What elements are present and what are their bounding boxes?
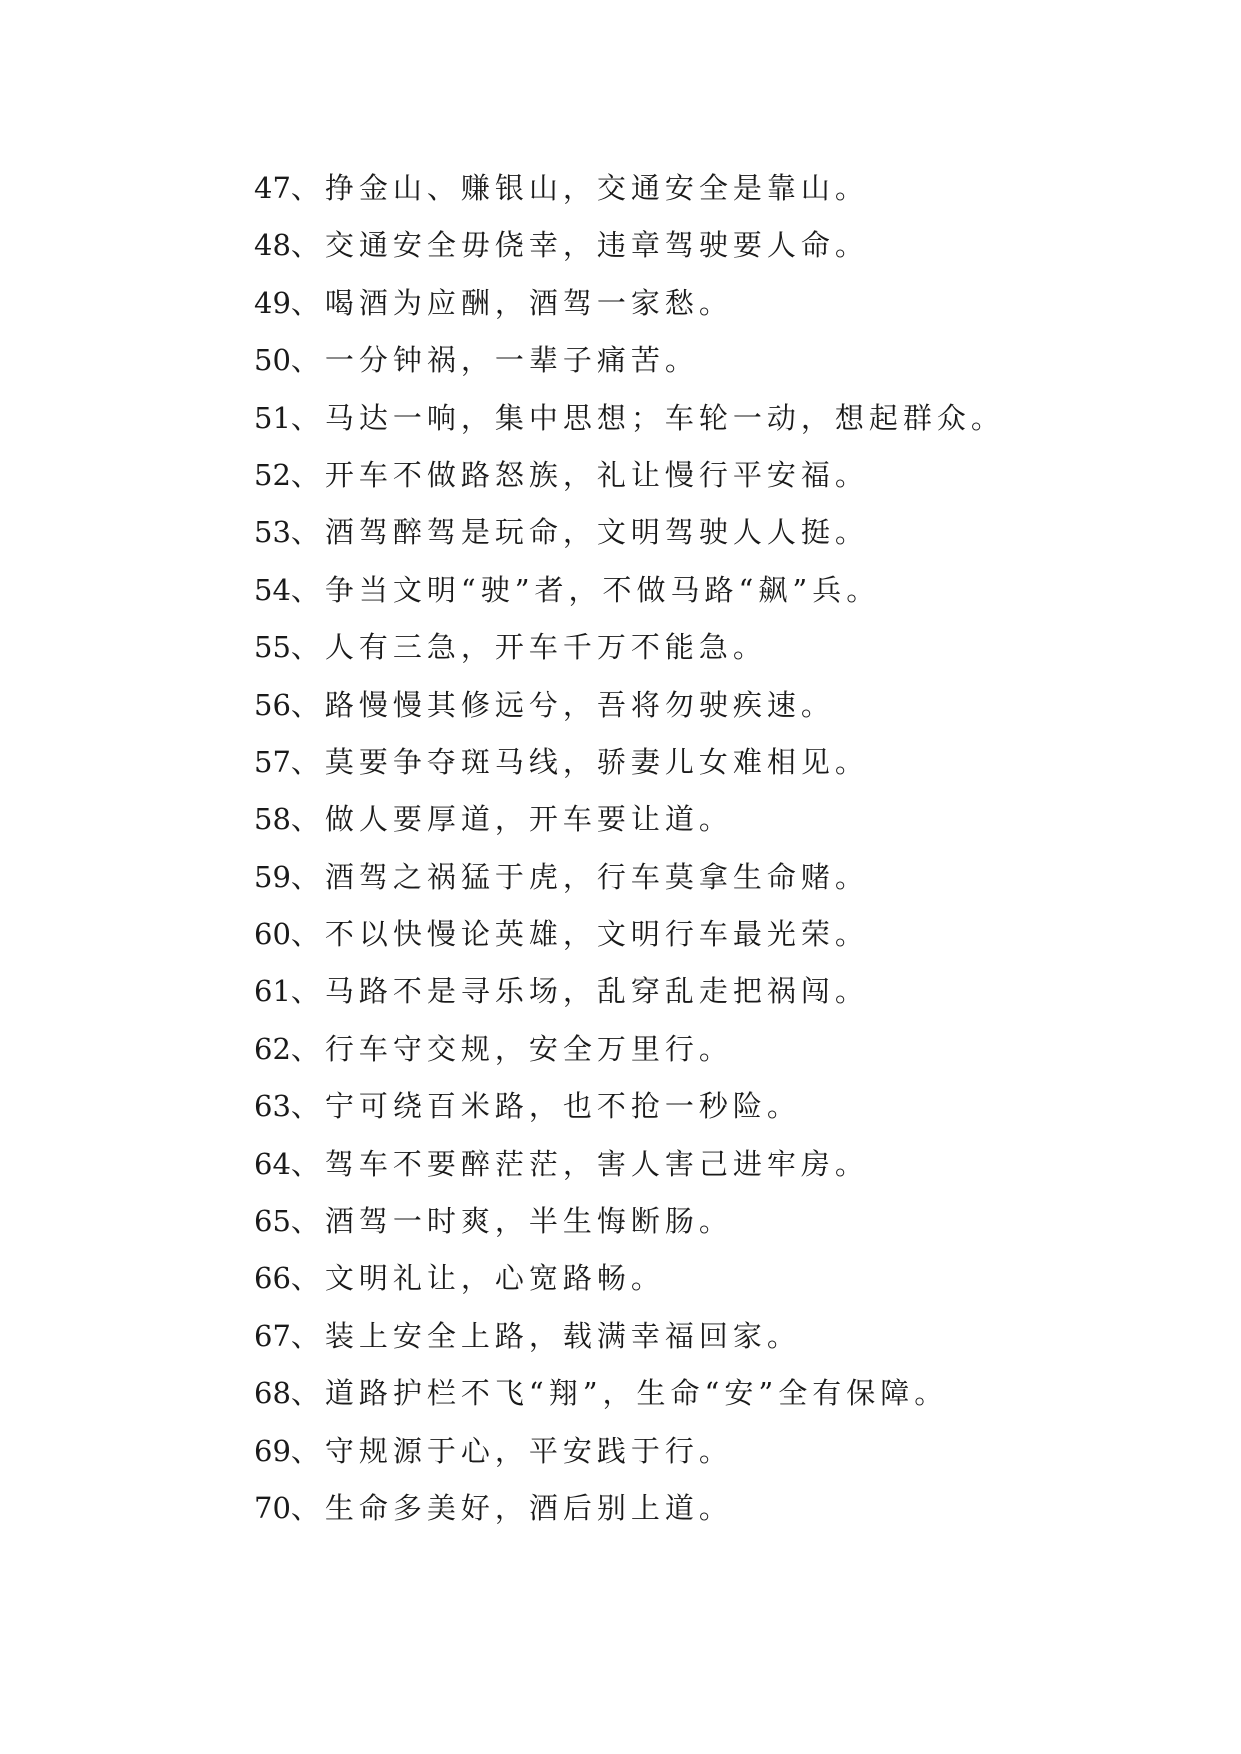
- item-text: 、马达一响，集中思想；车轮一动，想起群众。: [290, 400, 1005, 435]
- list-item: [254, 275, 1005, 332]
- item-number: 60: [254, 917, 291, 952]
- item-number: 53: [254, 515, 291, 550]
- list-item: [254, 160, 1005, 217]
- item-number: 51: [254, 400, 291, 435]
- list-item: [254, 332, 1005, 389]
- list-item: [254, 390, 1005, 447]
- item-text: 、文明礼让，心宽路畅。: [290, 1261, 665, 1296]
- item-number: 68: [254, 1376, 291, 1411]
- item-text: 、喝酒为应酬，酒驾一家愁。: [290, 285, 733, 320]
- item-number: 54: [254, 572, 291, 607]
- item-number: 62: [254, 1031, 291, 1066]
- item-text: 、做人要厚道，开车要让道。: [290, 802, 733, 837]
- list-item: [254, 562, 1005, 619]
- item-number: 66: [254, 1261, 291, 1296]
- item-number: 49: [254, 285, 291, 320]
- list-item: [254, 963, 1005, 1020]
- item-text: 、马路不是寻乐场，乱穿乱走把祸闯。: [290, 974, 869, 1009]
- item-number: 70: [254, 1490, 291, 1525]
- item-text: 、装上安全上路，载满幸福回家。: [290, 1318, 801, 1353]
- list-item: [254, 1078, 1005, 1135]
- list-item: [254, 1250, 1005, 1307]
- list-item: [254, 906, 1005, 963]
- item-text: 、驾车不要醉茫茫，害人害己进牢房。: [290, 1146, 869, 1181]
- list-item: [254, 1193, 1005, 1250]
- item-number: 61: [254, 974, 291, 1009]
- item-number: 55: [254, 630, 291, 665]
- list-item: [254, 1480, 1005, 1537]
- item-number: 65: [254, 1204, 291, 1239]
- item-text: 、酒驾之祸猛于虎，行车莫拿生命赌。: [290, 859, 869, 894]
- item-text: 、不以快慢论英雄，文明行车最光荣。: [290, 917, 869, 952]
- item-text: 、生命多美好，酒后别上道。: [290, 1490, 733, 1525]
- list-item: [254, 734, 1005, 791]
- item-text: 、守规源于心，平安践于行。: [290, 1433, 733, 1468]
- item-text: 、行车守交规，安全万里行。: [290, 1031, 733, 1066]
- item-text: 、人有三急，开车千万不能急。: [290, 630, 767, 665]
- list-item: [254, 1021, 1005, 1078]
- item-text: 、争当文明“驶”者，不做马路“飙”兵。: [290, 572, 881, 607]
- item-number: 59: [254, 859, 291, 894]
- item-number: 63: [254, 1089, 291, 1124]
- item-number: 57: [254, 744, 291, 779]
- item-text: 、酒驾醉驾是玩命，文明驾驶人人挺。: [290, 515, 869, 550]
- item-text: 、交通安全毋侥幸，违章驾驶要人命。: [290, 228, 869, 263]
- list-item: [254, 1423, 1005, 1480]
- list-item: [254, 1365, 1005, 1422]
- item-text: 、酒驾一时爽，半生悔断肠。: [290, 1204, 733, 1239]
- item-text: 、挣金山、赚银山，交通安全是靠山。: [290, 171, 869, 205]
- list-item: [254, 504, 1005, 561]
- item-text: 、道路护栏不飞“翔”，生命“安”全有保障。: [290, 1376, 949, 1411]
- list-item: [254, 217, 1005, 274]
- item-text: 、莫要争夺斑马线，骄妻儿女难相见。: [290, 744, 869, 779]
- item-text: 、开车不做路怒族，礼让慢行平安福。: [290, 457, 869, 492]
- list-item: [254, 791, 1005, 848]
- item-number: 64: [254, 1146, 291, 1181]
- list-item: [254, 677, 1005, 734]
- item-number: 52: [254, 457, 291, 492]
- item-number: 67: [254, 1318, 291, 1353]
- list-item: [254, 1136, 1005, 1193]
- item-number: 47: [254, 171, 291, 205]
- slogan-list: [254, 160, 1005, 1537]
- item-text: 、宁可绕百米路，也不抢一秒险。: [290, 1089, 801, 1124]
- list-item: [254, 619, 1005, 676]
- item-number: 50: [254, 343, 291, 378]
- item-text: 、路慢慢其修远兮，吾将勿驶疾速。: [290, 687, 835, 722]
- item-number: 48: [254, 228, 291, 263]
- list-item: [254, 849, 1005, 906]
- item-text: 、一分钟祸，一辈子痛苦。: [290, 343, 699, 378]
- item-number: 56: [254, 687, 291, 722]
- item-number: 58: [254, 802, 291, 837]
- list-item: [254, 447, 1005, 504]
- item-number: 69: [254, 1433, 291, 1468]
- list-item: [254, 1308, 1005, 1365]
